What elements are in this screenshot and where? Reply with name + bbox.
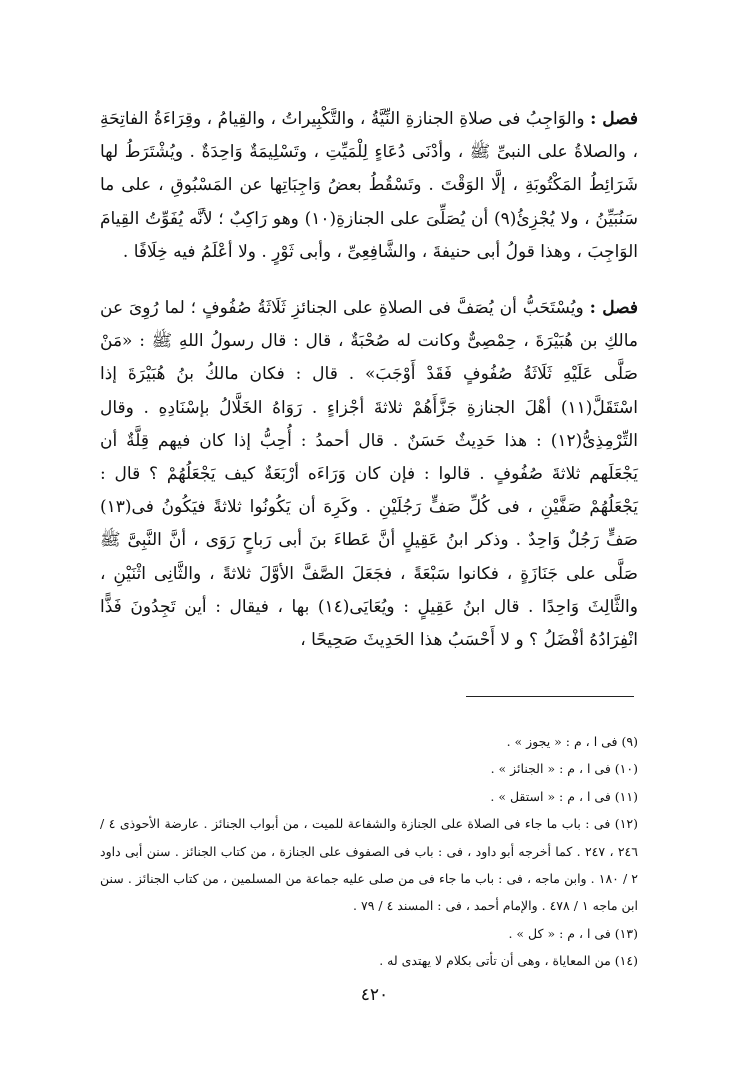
footnote-divider: [466, 696, 634, 697]
footnote: (١٤) من المعاياة ، وهى أن تأتى بكلام لا يهتدى له .: [379, 953, 638, 969]
footnote: (١٠) فى ا ، م : « الجنائز » .: [490, 761, 638, 777]
footnote: (١١) فى ا ، م : « استقل » .: [490, 788, 638, 804]
main-text: [100, 103, 638, 657]
paragraph-2: [100, 292, 638, 657]
paragraph-text: ويُسْتَحَبُّ أن يُصَفَّ فى الصلاةِ على الجنائزِ ثَلَاثَةُ صُفُوفٍ ؛ لما رُوِىَ عن مالكِ بن هُبَيْرَةَ ، حِمْصِىٌّ وكانت له صُحْبَةٌ ، قال : قال رسولُ اللهِ ﷺ : «مَنْ صَلَّى عَلَيْهِ ثَلَاثَةُ صُفُوفٍ فَقَدْ أَوْجَبَ» . قال : فكان مالكُ بنُ هُبَيْرَةَ إذا اسْتَقَلَّ(١١) أهْلَ الجنازةِ جَزَّأَهُمْ ثلاثةَ أجْزاءٍ . رَوَاهُ الخَلَّالُ بإسْنَادِهِ . وقال التِّرْمِذِىُّ(١٢) : هذا حَدِيثٌ حَسَنٌ . قال أحمدُ : أُحِبُّ إذا كان فيهم قِلَّةٌ أن يَجْعَلَهم ثلاثةَ صُفُوفٍ . قالوا : فإن كان وَرَاءَه أرْبَعَةٌ كيف يَجْعَلُهُمْ ؟ قال : يَجْعَلُهُمْ صَفَّيْنِ ، فى كُلِّ صَفٍّ رَجُلَيْنِ . وكَرِهَ أن يَكُونُوا ثلاثةً فيَكُونُ فى(١٣) صَفٍّ رَجُلٌ وَاحِدٌ . وذكر ابنُ عَقِيلٍ أنَّ عَطاءَ بنَ أبى رَباحٍ رَوَى ، أنَّ النَّبِىَّ ﷺ صَلَّى على جَنَازَةٍ ، فكانوا سَبْعَةً ، فجَعَلَ الصَّفَّ الأوَّلَ ثلاثةً ، والثَّانِى اثْنَيْنِ ، والثَّالِثَ وَاحِدًا . قال ابنُ عَقِيلٍ : ويُعَايَى(١٤) بها ، فيقال : أين تَجِدُونَ فَذًّا انْفِرَادُهُ أفْضَلُ ؟ و لا أَحْسَبُ هذا الحَدِيثَ صَحِيحًا ،: [100, 298, 638, 651]
page-number: ٤٢٠: [360, 985, 389, 1005]
section-heading: فصل :: [590, 109, 639, 129]
footnote: (٩) فى ا ، م : « يجوز » .: [506, 734, 638, 749]
footnote: (١٢) فى : باب ما جاء فى الصلاة على الجنازة والشفاعة للميت ، من أبواب الجنائز . عارضة الأحوذى ٤ / ٢٤٦ ، ٢٤٧ . كما أخرجه أبو داود ، فى : باب فى الصفوف على الجنازة ، من كتاب الجنائز . سنن أبى داود ٢ / ١٨٠ . وابن ماجه ، فى : باب ما جاء فى من صلى عليه جماعة من المسلمين ، من كتاب الجنائز . سنن ابن ماجه ١ / ٤٧٨ . والإمام أحمد ، فى : المسند ٤ / ٧٩ .: [100, 816, 639, 914]
paragraph-text: والوَاجِبُ فى صلاةِ الجنازةِ النِّيَّةُ ، والتَّكْبِيراتُ ، والقِيامُ ، وقِرَاءَةُ الفاتِحَةِ ، والصلاةُ على النبىِّ ﷺ ، وأدْنَى دُعَاءٍ لِلْمَيِّتِ ، وتَسْلِيمَةٌ وَاحِدَةٌ . ويُشْتَرَطُ لها شَرَائِطُ المَكْتُوبَةِ ، إلَّا الوَقْتَ . وتَسْقُطُ بعضُ وَاجِبَاتِها عن المَسْبُوقِ ، على ما سَنُبَيِّنُ ، ولا يُجْزِئُ(٩) أن يُصَلِّىَ على الجنازةِ(١٠) وهو رَاكِبٌ ؛ لأنَّه يُفَوِّتُ القِيامَ الوَاجِبَ ، وهذا قولُ أبى حنيفةَ ، والشَّافِعِىِّ ، وأبى ثَوْرٍ . ولا أعْلَمُ فيه خِلَافًا .: [100, 109, 638, 262]
footnotes: [100, 728, 638, 975]
footnote: (١٣) فى ا ، م : « كل » .: [508, 925, 638, 941]
paragraph-1: [100, 103, 638, 269]
section-heading: فصل :: [589, 298, 639, 319]
